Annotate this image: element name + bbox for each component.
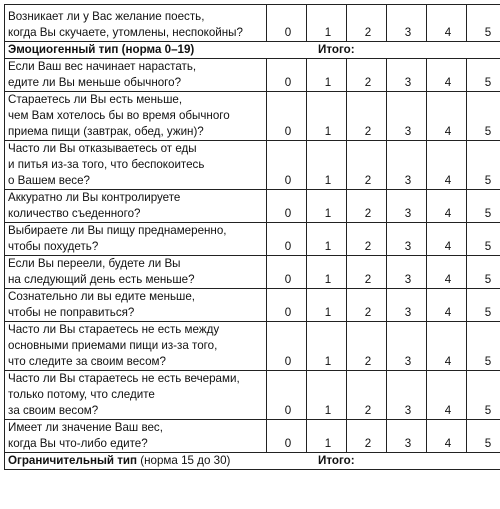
score-option[interactable]: 3	[387, 289, 427, 322]
total-label: Итого:	[318, 454, 355, 467]
question-line: чтобы похудеть?	[8, 240, 99, 253]
question-text	[5, 5, 267, 42]
question-line: Стараетесь ли Вы есть меньше,	[8, 93, 183, 106]
score-option[interactable]: 5	[467, 92, 500, 141]
score-option[interactable]: 4	[427, 371, 467, 420]
question-line: когда Вы что-либо едите?	[8, 437, 148, 450]
score-option[interactable]: 5	[467, 141, 500, 190]
question-row	[5, 371, 500, 420]
score-option[interactable]: 0	[267, 289, 307, 322]
question-line: и питья из-за того, что беспокоитесь	[8, 158, 205, 171]
question-line: количество съеденного?	[8, 207, 141, 220]
score-option[interactable]: 2	[347, 59, 387, 92]
score-option[interactable]: 0	[267, 59, 307, 92]
score-option[interactable]: 2	[347, 371, 387, 420]
question-line: о Вашем весе?	[8, 174, 90, 187]
section-norm: (норма 15 до 30)	[137, 454, 231, 467]
questionnaire-body	[5, 5, 500, 470]
score-option[interactable]: 0	[267, 256, 307, 289]
score-option[interactable]: 5	[467, 59, 500, 92]
score-option[interactable]: 5	[467, 190, 500, 223]
score-option[interactable]: 0	[267, 223, 307, 256]
score-option[interactable]: 4	[427, 420, 467, 453]
question-line: чтобы не поправиться?	[8, 306, 135, 319]
score-option[interactable]: 1	[307, 5, 347, 42]
questionnaire-table	[4, 4, 500, 470]
score-option[interactable]: 1	[307, 92, 347, 141]
score-option[interactable]: 1	[307, 289, 347, 322]
score-option[interactable]: 0	[267, 322, 307, 371]
question-text	[5, 141, 267, 190]
score-option[interactable]: 3	[387, 223, 427, 256]
score-option[interactable]: 4	[427, 5, 467, 42]
section-total-row	[5, 42, 500, 59]
score-option[interactable]: 4	[427, 289, 467, 322]
question-row	[5, 420, 500, 453]
question-line: Сознательно ли вы едите меньше,	[8, 290, 196, 303]
question-line: только потому, что следите	[8, 388, 155, 401]
question-line: когда Вы скучаете, утомлены, неспокойны?	[8, 26, 243, 39]
score-option[interactable]: 2	[347, 289, 387, 322]
score-option[interactable]: 4	[427, 59, 467, 92]
question-line: Если Ваш вес начинает нарастать,	[8, 60, 197, 73]
question-row	[5, 223, 500, 256]
question-line: основными приемами пищи из-за того,	[8, 339, 218, 352]
score-option[interactable]: 0	[267, 371, 307, 420]
question-line: едите ли Вы меньше обычного?	[8, 76, 182, 89]
question-row	[5, 5, 500, 42]
question-line: приема пищи (завтрак, обед, ужин)?	[8, 125, 204, 138]
question-text	[5, 256, 267, 289]
question-row	[5, 92, 500, 141]
question-line: Возникает ли у Вас желание поесть,	[8, 10, 205, 23]
score-option[interactable]: 4	[427, 322, 467, 371]
score-option[interactable]: 5	[467, 322, 500, 371]
section-title: Эмоциогенный тип	[8, 43, 119, 56]
score-option[interactable]: 4	[427, 223, 467, 256]
score-option[interactable]: 1	[307, 190, 347, 223]
score-option[interactable]: 1	[307, 371, 347, 420]
question-row	[5, 59, 500, 92]
score-option[interactable]: 4	[427, 92, 467, 141]
score-option[interactable]: 0	[267, 190, 307, 223]
score-option[interactable]: 0	[267, 92, 307, 141]
question-line: Аккуратно ли Вы контролируете	[8, 191, 181, 204]
score-option[interactable]: 1	[307, 141, 347, 190]
score-option[interactable]: 3	[387, 256, 427, 289]
score-option[interactable]: 2	[347, 92, 387, 141]
score-option[interactable]: 2	[347, 223, 387, 256]
section-total-row	[5, 453, 500, 470]
score-option[interactable]: 1	[307, 256, 347, 289]
question-row	[5, 256, 500, 289]
question-text	[5, 223, 267, 256]
score-option[interactable]: 3	[387, 59, 427, 92]
question-line: Имеет ли значение Ваш вес,	[8, 421, 163, 434]
question-text	[5, 92, 267, 141]
score-option[interactable]: 5	[467, 289, 500, 322]
question-row	[5, 289, 500, 322]
score-option[interactable]: 0	[267, 141, 307, 190]
score-option[interactable]: 1	[307, 322, 347, 371]
score-option[interactable]: 2	[347, 256, 387, 289]
section-total-cell	[5, 42, 500, 59]
score-option[interactable]: 1	[307, 420, 347, 453]
score-option[interactable]: 0	[267, 5, 307, 42]
section-title: Ограничительный тип	[8, 454, 138, 467]
score-option[interactable]: 5	[467, 371, 500, 420]
question-text	[5, 59, 267, 92]
score-option[interactable]: 1	[307, 223, 347, 256]
question-line: на следующий день есть меньше?	[8, 273, 195, 286]
section-total-cell	[5, 453, 500, 470]
score-option[interactable]: 5	[467, 256, 500, 289]
score-option[interactable]: 3	[387, 190, 427, 223]
question-row	[5, 141, 500, 190]
score-option[interactable]: 5	[467, 5, 500, 42]
score-option[interactable]: 5	[467, 223, 500, 256]
score-option[interactable]: 0	[267, 420, 307, 453]
question-line: чем Вам хотелось бы во время обычного	[8, 109, 230, 122]
score-option[interactable]: 3	[387, 92, 427, 141]
total-label: Итого:	[318, 43, 355, 56]
question-line: что следите за своим весом?	[8, 355, 166, 368]
score-option[interactable]: 4	[427, 141, 467, 190]
score-option[interactable]: 3	[387, 322, 427, 371]
score-option[interactable]: 4	[427, 256, 467, 289]
question-row	[5, 190, 500, 223]
question-line: Если Вы переели, будете ли Вы	[8, 257, 181, 270]
score-option[interactable]: 3	[387, 420, 427, 453]
question-line: Часто ли Вы стараетесь не есть между	[8, 323, 220, 336]
score-option[interactable]: 3	[387, 5, 427, 42]
question-line: Выбираете ли Вы пищу преднамеренно,	[8, 224, 227, 237]
question-text	[5, 420, 267, 453]
score-option[interactable]: 1	[307, 59, 347, 92]
question-text	[5, 289, 267, 322]
question-line: Часто ли Вы отказываетесь от еды	[8, 142, 197, 155]
score-option[interactable]: 2	[347, 420, 387, 453]
question-text	[5, 190, 267, 223]
score-option[interactable]: 2	[347, 141, 387, 190]
question-line: за своим весом?	[8, 404, 99, 417]
score-option[interactable]: 3	[387, 371, 427, 420]
score-option[interactable]: 3	[387, 141, 427, 190]
score-option[interactable]: 4	[427, 190, 467, 223]
score-option[interactable]: 2	[347, 5, 387, 42]
score-option[interactable]: 5	[467, 420, 500, 453]
section-norm: (норма 0–19)	[118, 43, 195, 56]
question-row	[5, 322, 500, 371]
question-text	[5, 322, 267, 371]
score-option[interactable]: 2	[347, 322, 387, 371]
question-line: Часто ли Вы стараетесь не есть вечерами,	[8, 372, 240, 385]
question-text	[5, 371, 267, 420]
score-option[interactable]: 2	[347, 190, 387, 223]
